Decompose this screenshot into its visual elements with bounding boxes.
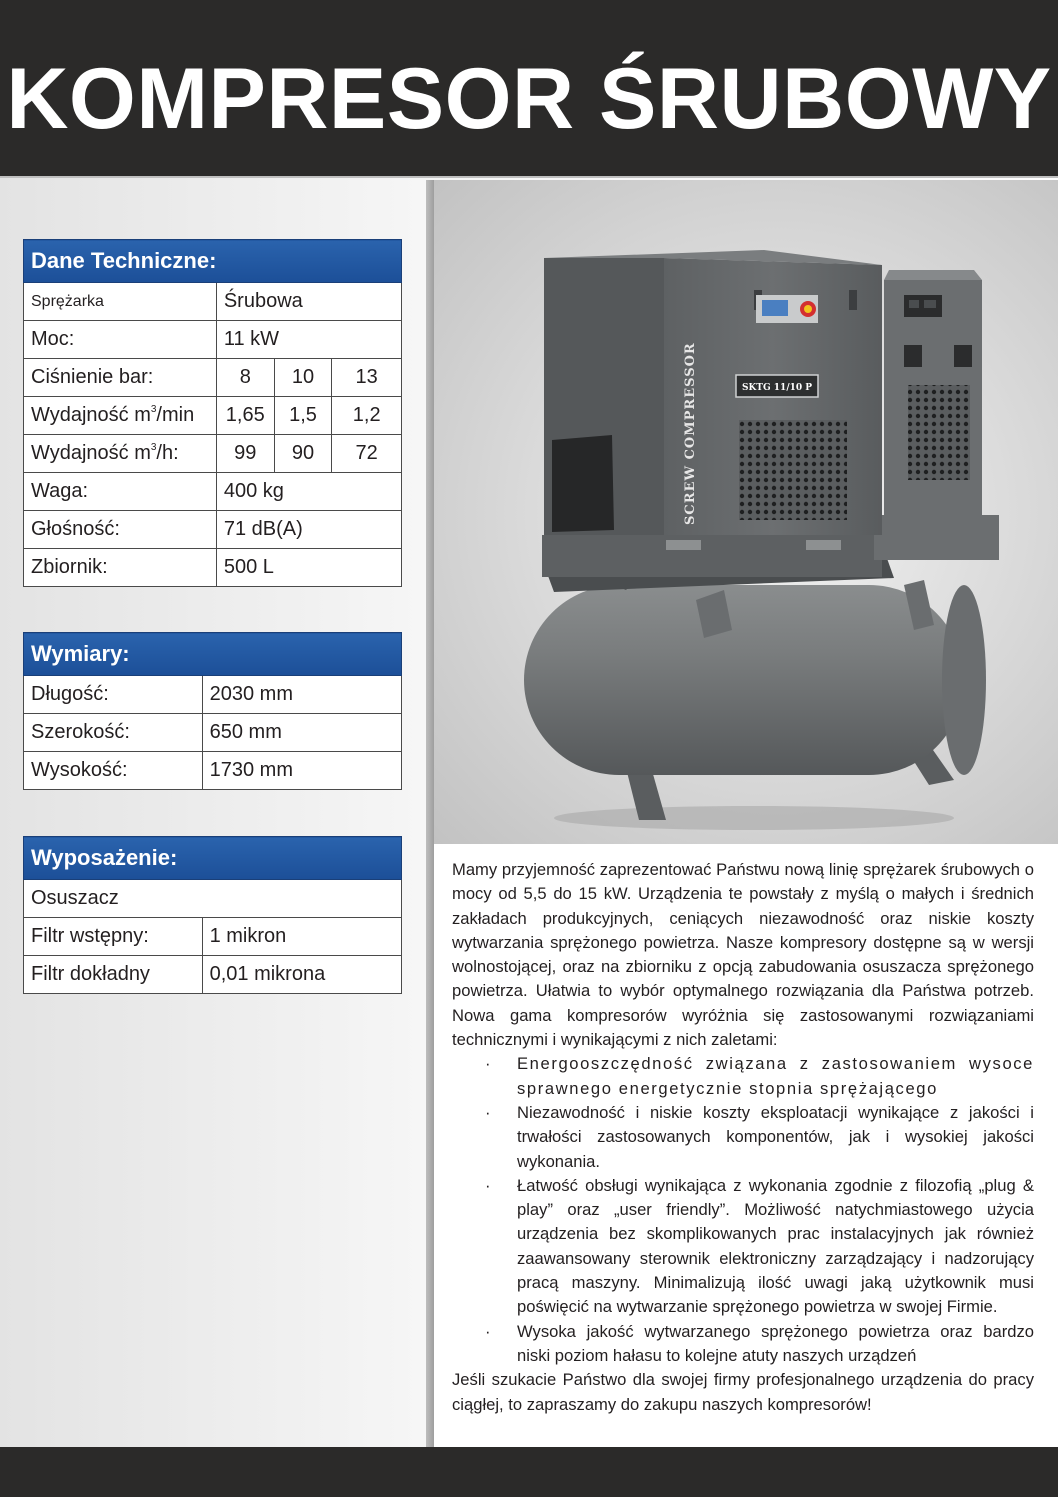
weight-label: Waga: (24, 473, 217, 511)
table-row (24, 435, 402, 473)
prefilter-label: Filtr wstępny: (24, 918, 203, 956)
finefilter-label: Filtr dokładny (24, 956, 203, 994)
compressor-label: Sprężarka (24, 283, 217, 321)
table-row (24, 359, 402, 397)
flow-min-value: 1,65 (216, 397, 274, 435)
tech-data-heading: Dane Techniczne: (24, 240, 402, 283)
features-list (452, 1052, 1034, 1368)
width-value: 650 mm (202, 714, 401, 752)
pressure-value: 10 (274, 359, 332, 397)
compressor-illustration (434, 180, 1058, 844)
list-item: · Energooszczędność związana z zastosowaniem wysoce sprawnego energetycznie stopnia sprężającego (485, 1054, 1034, 1098)
pressure-value: 13 (332, 359, 402, 397)
width-label: Szerokość: (24, 714, 203, 752)
bullet-icon: · (485, 1321, 491, 1341)
height-value: 1730 mm (202, 752, 401, 790)
product-photo (434, 180, 1058, 844)
length-label: Długość: (24, 676, 203, 714)
header-bar (0, 0, 1058, 178)
table-row (24, 714, 402, 752)
compressor-value: Śrubowa (216, 283, 401, 321)
weight-value: 400 kg (216, 473, 401, 511)
power-label: Moc: (24, 321, 217, 359)
prefilter-value: 1 mikron (202, 918, 401, 956)
dryer-label: Osuszacz (24, 880, 402, 918)
list-item: · Łatwość obsługi wynikająca z wykonania zgodnie z filozofią „plug & play” oraz „user friendly”. Możliwość natychmiastowego użycia urządzenia bez skomplikowanych prac instalacyjnych jak również zaawansowany sterownik elektroniczny zarządzający i nadzorujący pracą maszyny. Minimalizują ilość uwagi jaką użytkownik musi poświęcić na wytwarzanie sprężonego powietrza w swojej Firmie. (485, 1175, 1034, 1317)
dimensions-heading: Wymiary: (24, 633, 402, 676)
table-row (24, 880, 402, 918)
description (452, 858, 1034, 1417)
bullet-icon: · (485, 1175, 491, 1195)
noise-value: 71 dB(A) (216, 511, 401, 549)
description-intro: Mamy przyjemność zaprezentować Państwu nową linię sprężarek śrubowych o mocy od 5,5 do 15 kW. Urządzenia te powstały z myślą o małych i średnich zakładach produkcyjnych, ceniących niezawodność oraz niskie koszty wytwarzania sprężonego powietrza. Nasze kompresory dostępne są w wersji wolnostojącej, oraz na zbiorniku z opcją zabudowania osuszacza sprężonego powietrza. Ułatwia to wybór optymalnego rozwiązania dla Państwa potrzeb. Nowa gama kompresorów wyróżnia się zastosowanymi rozwiązaniami technicznymi i wynikającymi z nich zaletami: (452, 860, 1034, 1050)
dimensions-table (23, 632, 402, 790)
footer-bar (0, 1447, 1058, 1497)
table-row (24, 283, 402, 321)
equipment-heading: Wyposażenie: (24, 837, 402, 880)
table-row (24, 549, 402, 587)
description-closing: Jeśli szukacie Państwo dla swojej firmy profesjonalnego urządzenia do pracy ciągłej, to zapraszamy do zakupu naszych kompresorów! (452, 1370, 1034, 1414)
tank-value: 500 L (216, 549, 401, 587)
equipment-table (23, 836, 402, 994)
power-value: 11 kW (216, 321, 401, 359)
tank-label: Zbiornik: (24, 549, 217, 587)
pressure-label: Ciśnienie bar: (24, 359, 217, 397)
list-item: · Wysoka jakość wytwarzanego sprężonego powietrza oraz bardzo niski poziom hałasu to kolejne atuty naszych urządzeń (485, 1321, 1034, 1365)
flow-min-label: Wydajność $m^3/\min$ (24, 397, 217, 435)
table-row (24, 397, 402, 435)
flow-h-value: 90 (274, 435, 332, 473)
bullet-icon: · (485, 1054, 491, 1074)
finefilter-value: 0,01 mikrona (202, 956, 401, 994)
tech-data-table (23, 239, 402, 587)
page-title: KOMPRESOR ŚRUBOWY (6, 51, 1052, 147)
flow-h-label: Wydajność $m^3/h$: (24, 435, 217, 473)
flow-h-value: 99 (216, 435, 274, 473)
table-row (24, 918, 402, 956)
table-row (24, 676, 402, 714)
pressure-value: 8 (216, 359, 274, 397)
flow-min-value: 1,2 (332, 397, 402, 435)
table-row (24, 473, 402, 511)
length-value: 2030 mm (202, 676, 401, 714)
model-plate-text: SKTG 11/10 P (741, 383, 813, 393)
table-row (24, 752, 402, 790)
height-label: Wysokość: (24, 752, 203, 790)
flow-min-value: 1,5 (274, 397, 332, 435)
noise-label: Głośność: (24, 511, 217, 549)
flow-h-value: 72 (332, 435, 402, 473)
side-text: SCREW COMPRESSOR (683, 342, 698, 525)
bullet-icon: · (485, 1102, 491, 1122)
column-divider (426, 180, 434, 1447)
table-row (24, 956, 402, 994)
list-item: · Niezawodność i niskie koszty eksploatacji wynikające z jakości i trwałości zastosowanych komponentów, jak i wysokiej jakości wykonania. (485, 1102, 1034, 1171)
table-row (24, 321, 402, 359)
table-row (24, 511, 402, 549)
